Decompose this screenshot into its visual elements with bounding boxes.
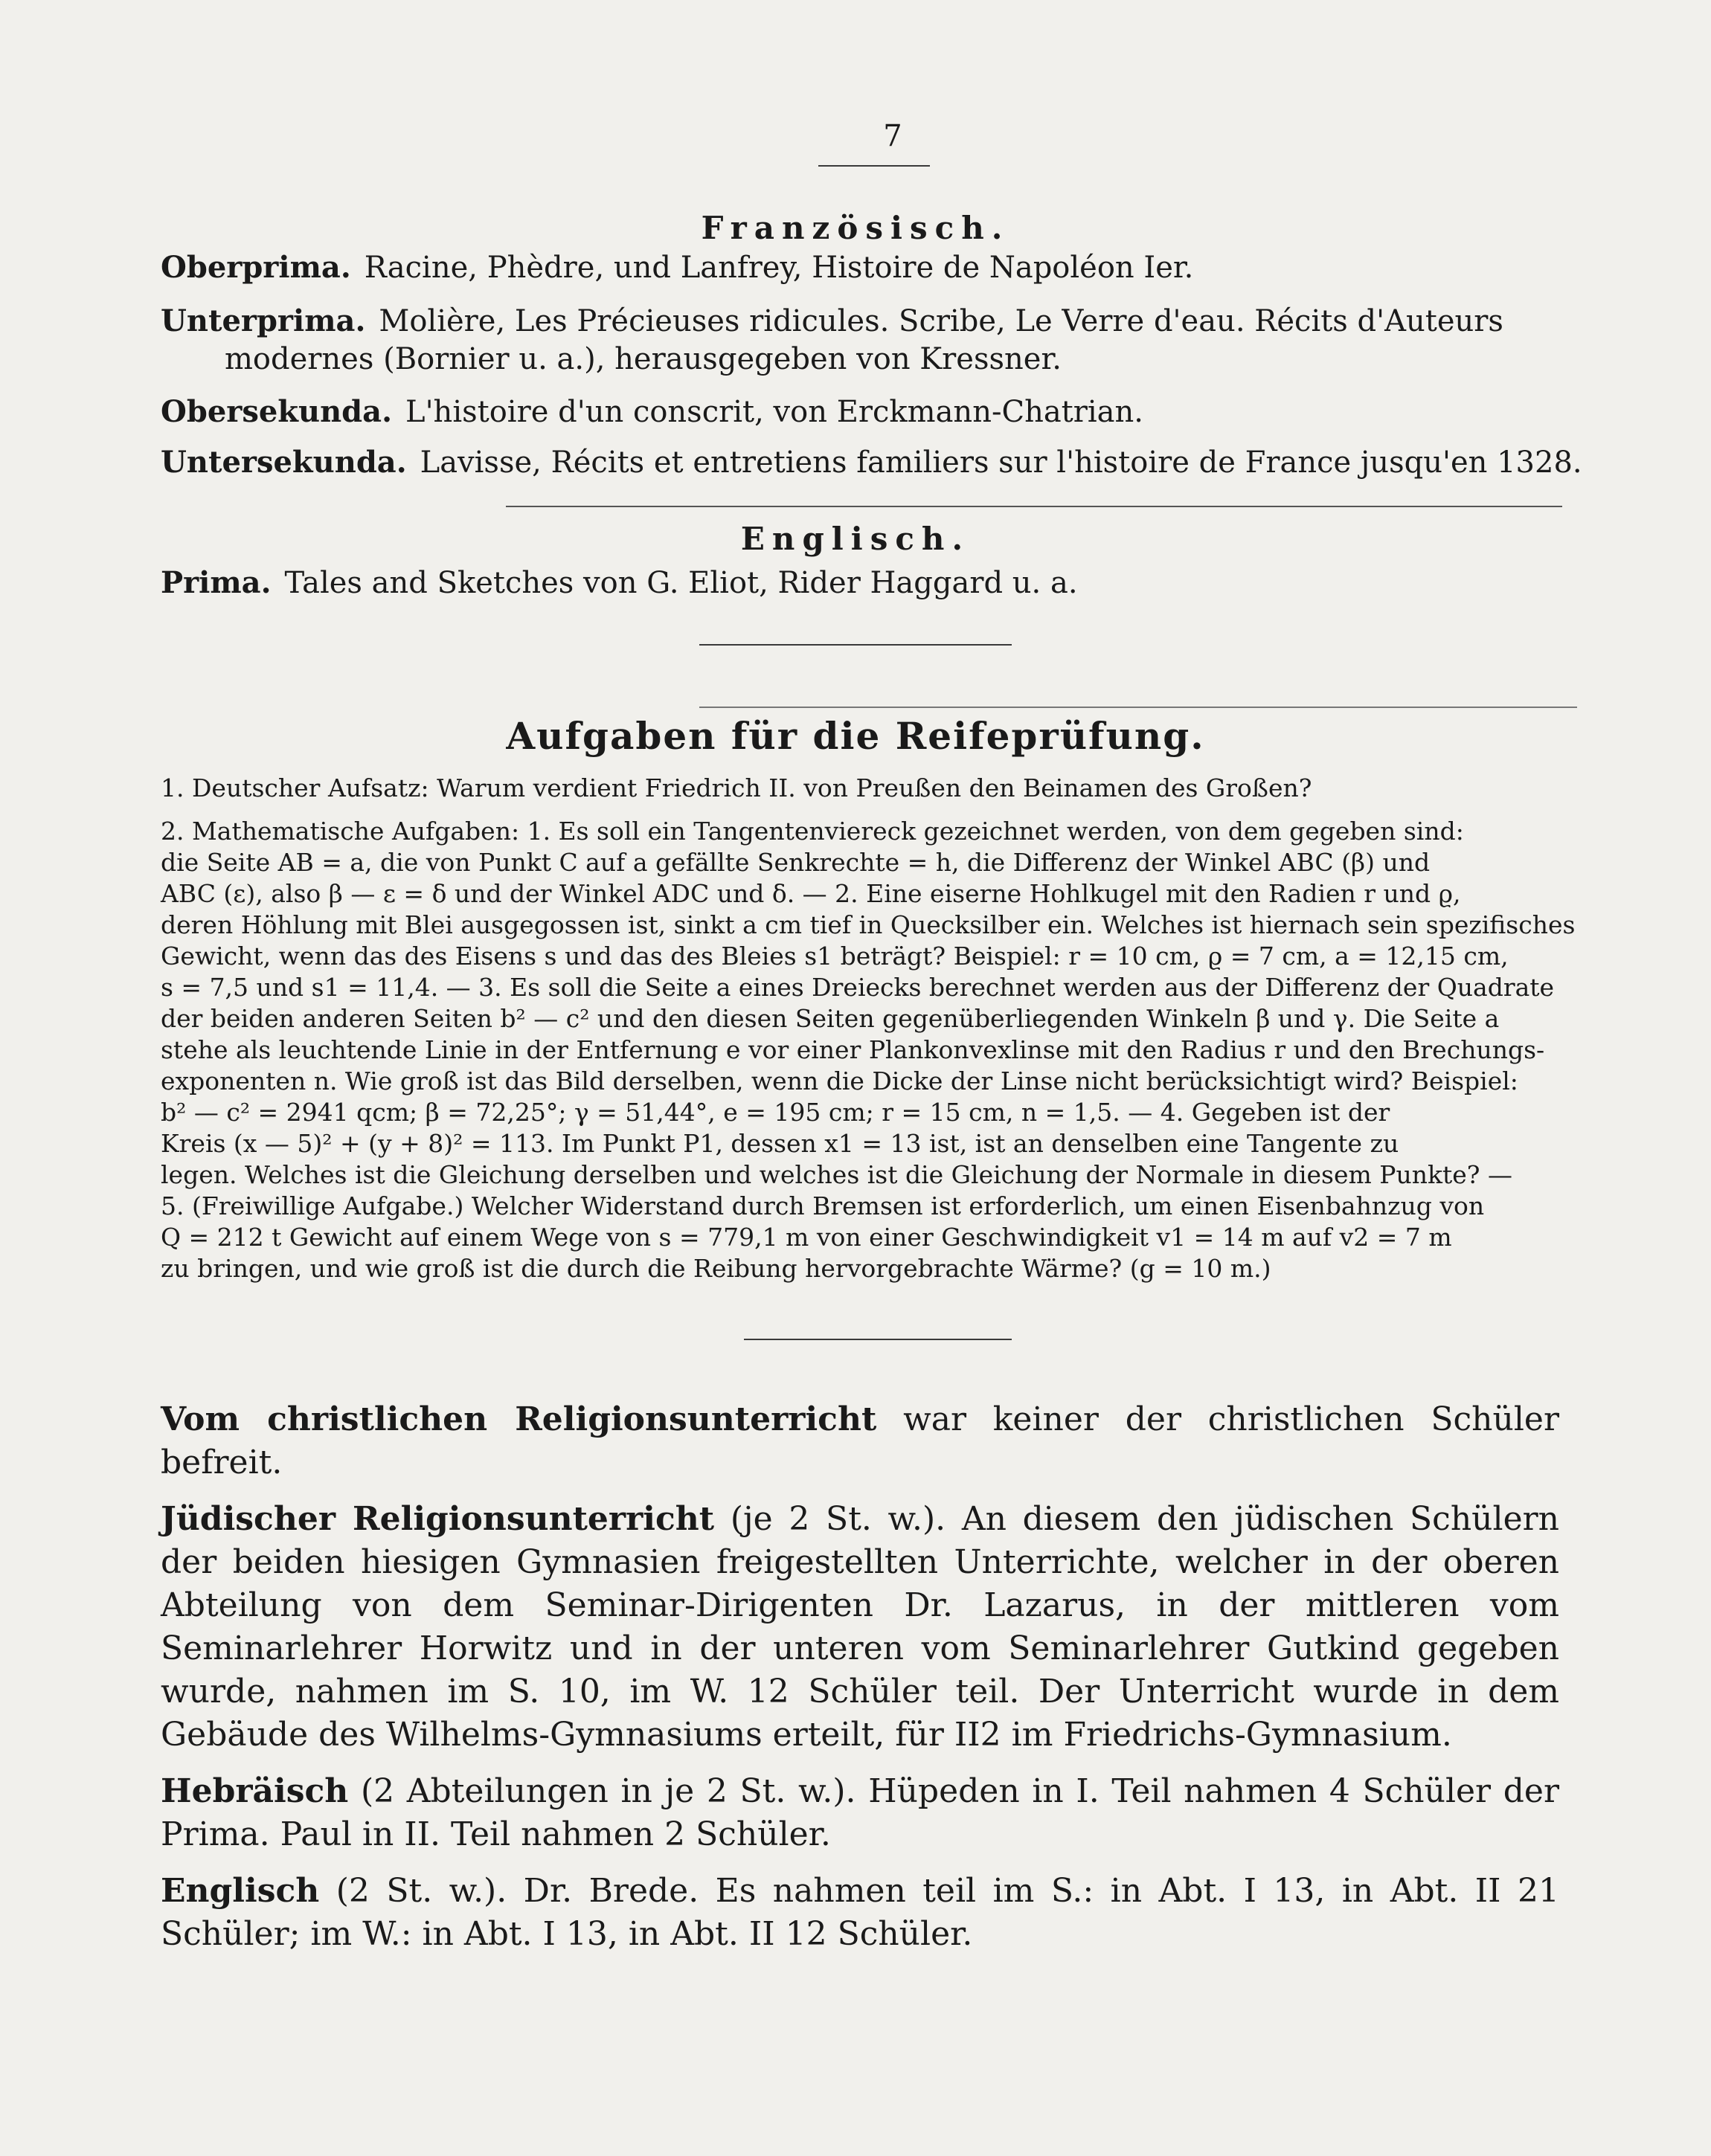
exam-line: Q = 212 t Gewicht auf einem Wege von s = 779,1 m von einer Geschwindigkeit v1 = 14 m auf v2 = 7 m	[161, 1223, 1452, 1252]
exam-line: der beiden anderen Seiten b² — c² und den diesen Seiten gegenüberliegenden Winkeln β und γ. Die Seite a	[161, 1004, 1500, 1033]
exam-line: 5. (Freiwillige Aufgabe.) Welcher Widerstand durch Bremsen ist erforderlich, um einen Eisenbahnzug von	[161, 1191, 1485, 1220]
divider	[744, 1339, 1012, 1340]
page-number: 7	[883, 119, 902, 153]
french-heading: Französisch.	[701, 210, 1010, 246]
exam-line: ABC (ε), also β — ε = δ und der Winkel ADC und δ. — 2. Eine eiserne Hohlkugel mit den Radien r und ϱ,	[161, 879, 1461, 908]
exam-line: 2. Mathematische Aufgaben: 1. Es soll ein Tangentenviereck gezeichnet werden, von dem gegeben sind:	[161, 817, 1464, 846]
french-entry: Unterprima. Molière, Les Précieuses ridicules. Scribe, Le Verre d'eau. Récits d'Auteurs	[161, 303, 1503, 338]
divider	[699, 644, 1012, 646]
divider	[506, 506, 1562, 507]
exam-line: s = 7,5 und s1 = 11,4. — 3. Es soll die Seite a eines Dreiecks berechnet werden aus der Differenz der Quadrate	[161, 973, 1555, 1002]
exam-line: zu bringen, und wie groß ist die durch die Reibung hervorgebrachte Wärme? (g = 10 m.)	[161, 1254, 1271, 1283]
exam-line: die Seite AB = a, die von Punkt C auf a gefällte Senkrechte = h, die Differenz der Winkel ABC (β) und	[161, 848, 1431, 877]
religion-section	[161, 1398, 1559, 1969]
french-entry-cont: modernes (Bornier u. a.), herausgegeben von Kressner.	[225, 342, 1062, 376]
exam-line: legen. Welches ist die Gleichung derselben und welches ist die Gleichung der Normale in diesem Punkte? —	[161, 1160, 1512, 1189]
christian-religion-paragraph: Vom christlichen Religionsunterricht war keiner der christlichen Schüler befreit.	[161, 1400, 1559, 1481]
divider	[818, 165, 930, 167]
english-heading: Englisch.	[740, 521, 971, 557]
exam-line: exponenten n. Wie groß ist das Bild derselben, wenn die Dicke der Linse nicht berücksichtigt wird? Beispiel:	[161, 1066, 1518, 1095]
exam-line: deren Höhlung mit Blei ausgegossen ist, sinkt a cm tief in Quecksilber ein. Welches ist hiernach sein spezifisches	[161, 910, 1576, 939]
exam-line: stehe als leuchtende Linie in der Entfernung e vor einer Plankonvexlinse mit den Radius r und den Brechungs-	[161, 1035, 1545, 1064]
french-entry: Oberprima. Racine, Phèdre, und Lanfrey, Histoire de Napoléon Ier.	[161, 250, 1194, 285]
hebrew-paragraph: Hebräisch (2 Abteilungen in je 2 St. w.). Hüpeden in I. Teil nahmen 4 Schüler der Prima. Paul in II. Teil nahmen 2 Schüler.	[161, 1772, 1559, 1853]
french-entry: Obersekunda. L'histoire d'un conscrit, von Erckmann-Chatrian.	[161, 394, 1143, 429]
exam-line: 1. Deutscher Aufsatz: Warum verdient Friedrich II. von Preußen den Beinamen des Großen?	[161, 773, 1312, 802]
exam-line: b² — c² = 2941 qcm; β = 72,25°; γ = 51,44°, e = 195 cm; r = 15 cm, n = 1,5. — 4. Gegeben ist der	[161, 1098, 1390, 1127]
english-elective-paragraph: Englisch (2 St. w.). Dr. Brede. Es nahmen teil im S.: in Abt. I 13, in Abt. II 21 Schüler; im W.: in Abt. I 13, in Abt. II 12 Schüler.	[161, 1872, 1559, 1953]
divider	[699, 707, 1577, 708]
jewish-religion-paragraph: Jüdischer Religionsunterricht (je 2 St. w.). An diesem den jüdischen Schülern der beiden hiesigen Gymnasien freigestellten Unterrichte, welcher in der oberen Abteilung von dem Seminar-Dirigenten Dr. Lazarus, in der mittleren vom Seminarlehrer Horwitz und in der unteren vom Seminarlehrer Gutkind gegeben wurde, nahmen im S. 10, im W. 12 Schüler teil. Der Unterricht wurde in dem Gebäude des Wilhelms-Gymnasiums erteilt, für II2 im Friedrichs-Gymnasium.	[161, 1500, 1559, 1754]
english-entry: Prima. Tales and Sketches von G. Eliot, Rider Haggard u. a.	[161, 565, 1078, 600]
exam-line: Gewicht, wenn das des Eisens s und das des Bleies s1 beträgt? Beispiel: r = 10 cm, ϱ = 7 cm, a = 12,15 cm,	[161, 942, 1509, 971]
exam-line: Kreis (x — 5)² + (y + 8)² = 113. Im Punkt P1, dessen x1 = 13 ist, ist an denselben eine Tangente zu	[161, 1129, 1399, 1158]
french-entry: Untersekunda. Lavisse, Récits et entretiens familiers sur l'histoire de France jusqu'en 1328.	[161, 445, 1582, 480]
exam-heading: Aufgaben für die Reifeprüfung.	[506, 714, 1205, 758]
